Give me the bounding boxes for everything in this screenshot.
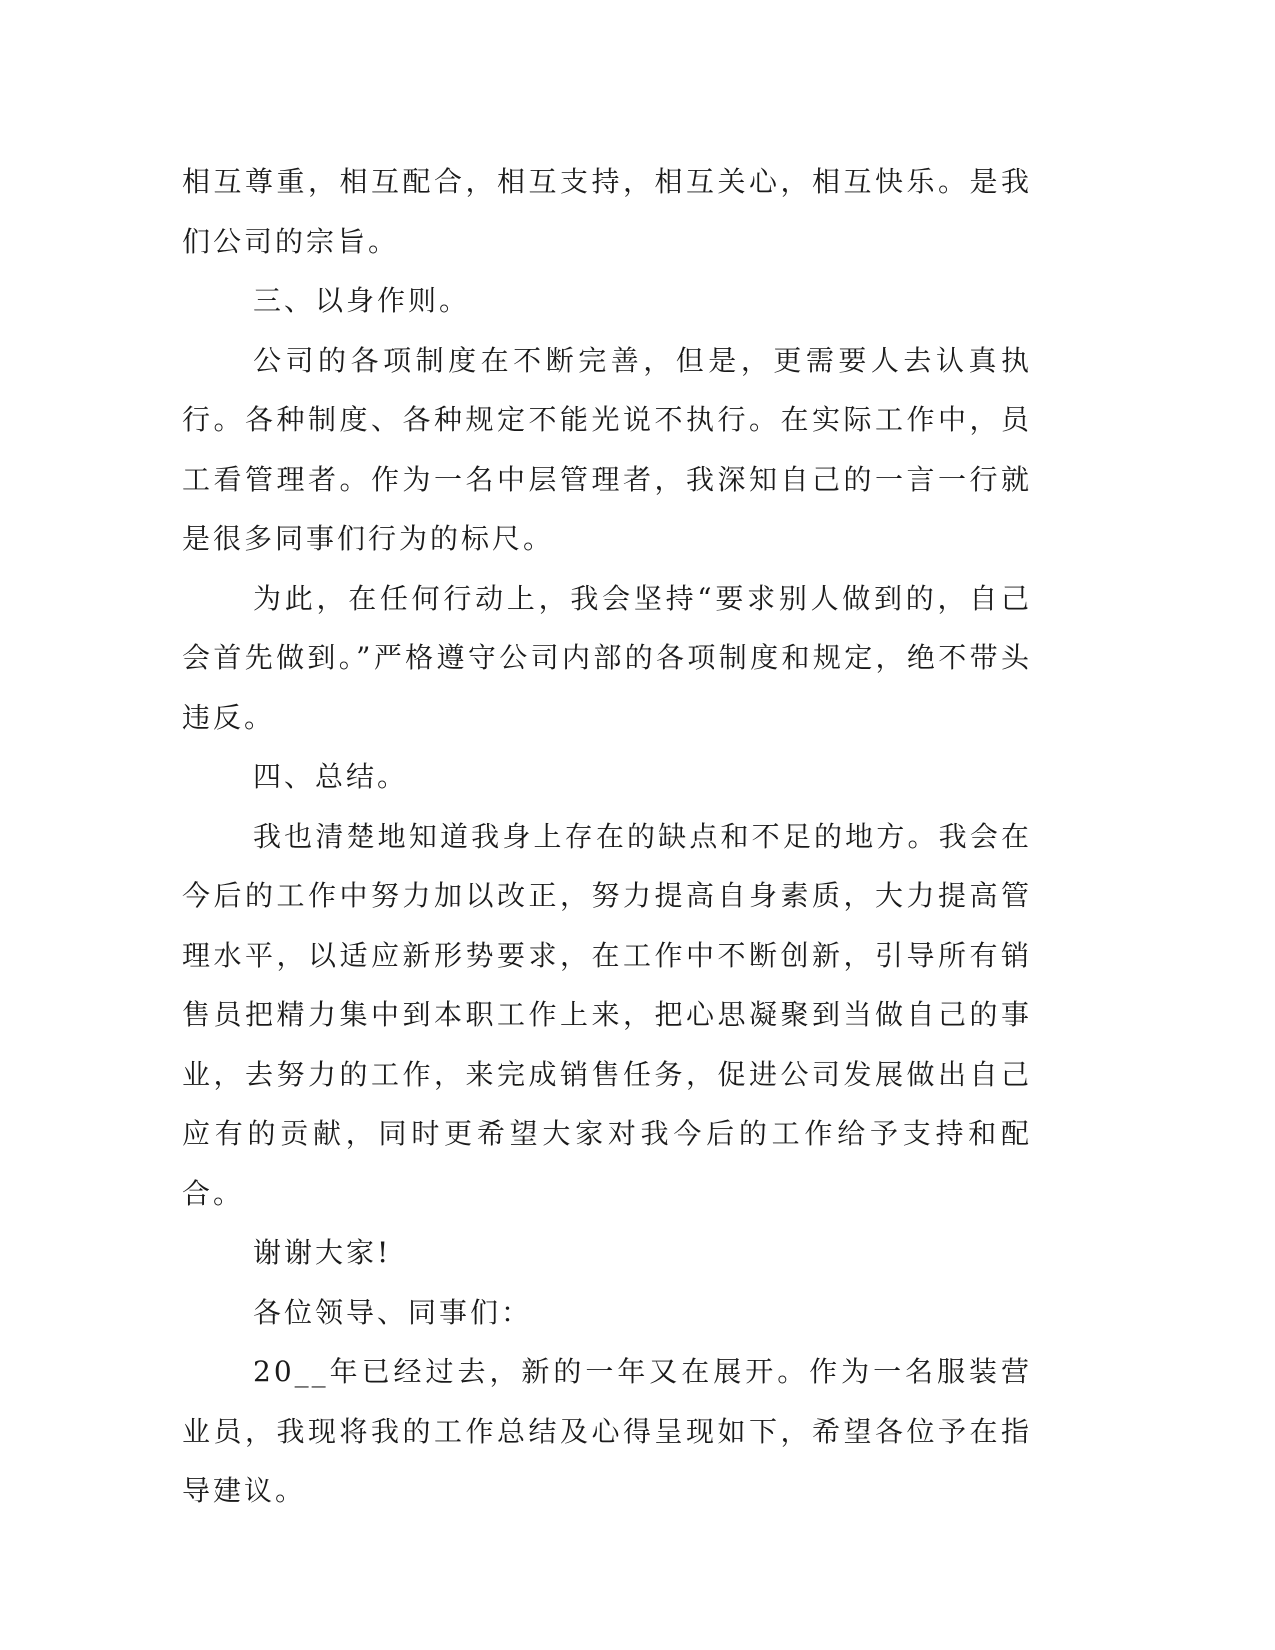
salutation: 各位领导、同事们：	[253, 1295, 533, 1329]
paragraph: 我也清楚地知道我身上存在的缺点和不足的地方。我会在今后的工作中努力加以改正，努力提高自身素质，大力提高管理水平，以适应新形势要求，在工作中不断创新，引导所有销售员把精力集中到本职工作上来，把心思凝聚到当做自己的事业，去努力的工作，来完成销售任务，促进公司发展做出自己应有的贡献，同时更希望大家对我今后的工作给予支持和配合。	[182, 819, 1032, 1210]
document-body	[182, 152, 1032, 1521]
paragraph: 相互尊重，相互配合，相互支持，相互关心，相互快乐。是我们公司的宗旨。	[182, 165, 1032, 258]
paragraph: 20__年已经过去，新的一年又在展开。作为一名服装营业员，我现将我的工作总结及心得呈现如下，希望各位予在指导建议。	[182, 1355, 1032, 1507]
paragraph: 公司的各项制度在不断完善，但是，更需要人去认真执行。各种制度、各种规定不能光说不执行。在实际工作中，员工看管理者。作为一名中层管理者，我深知自己的一言一行就是很多同事们行为的标尺。	[182, 343, 1032, 555]
section-heading: 四、总结。	[253, 760, 409, 793]
section-heading: 三、以身作则。	[253, 284, 471, 317]
paragraph: 为此，在任何行动上，我会坚持“要求别人做到的，自己会首先做到。”严格遵守公司内部的各项制度和规定，绝不带头违反。	[182, 581, 1032, 734]
closing-line: 谢谢大家!	[253, 1236, 392, 1269]
